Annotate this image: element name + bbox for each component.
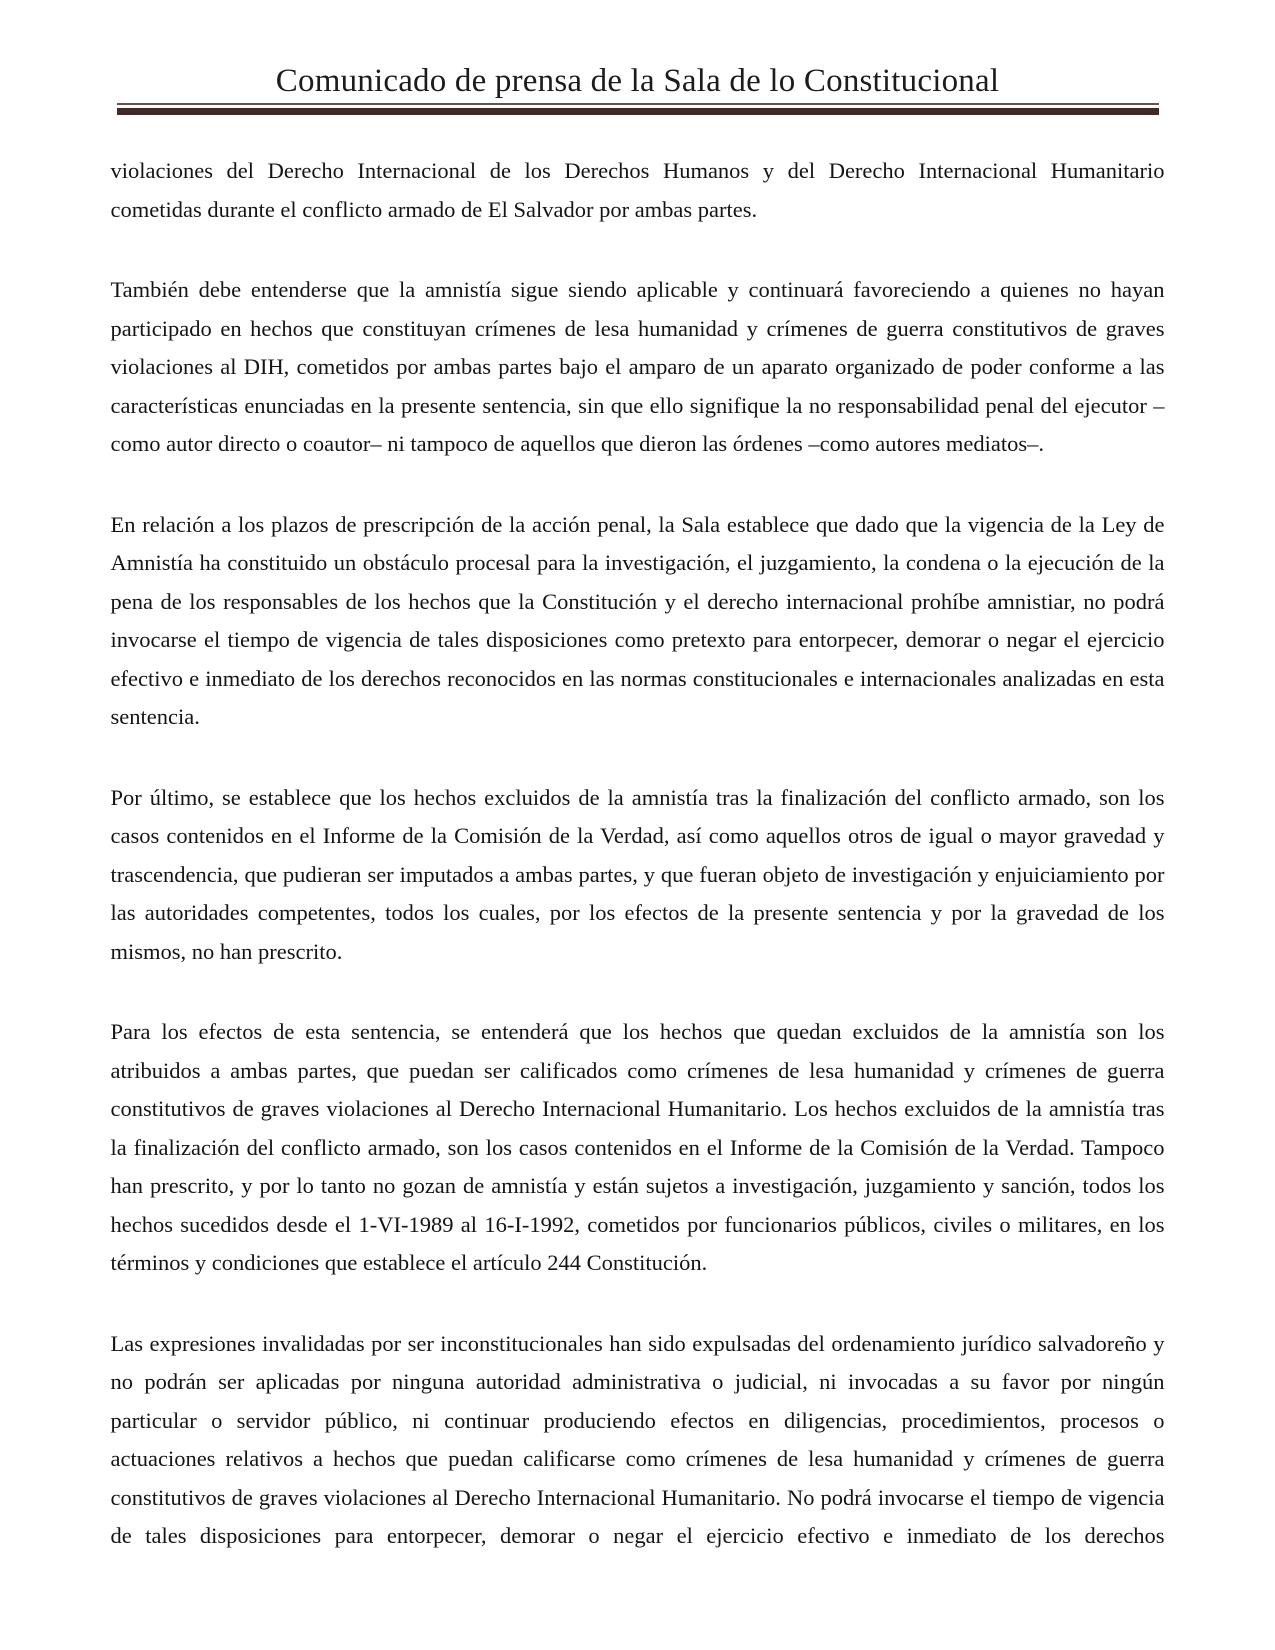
paragraph-prescription-periods: En relación a los plazos de prescripción de la acción penal, la Sala establece que dado que la vigencia de la Ley de Amnistía ha constituido un obstáculo procesal para la investigación, el juzgamiento, la condena o la ejecución de la pena de los responsables de los hechos que la Constitución y el derecho internacional prohíbe amnistiar, no podrá invocarse el tiempo de vigencia de tales disposiciones como pretexto para entorpecer, demorar o negar el ejercicio efectivo e inmediato de los derechos reconocidos en las normas constitucionales e internacionales analizadas en esta sentencia.	[110, 511, 1165, 729]
document-body	[111, 152, 1165, 1556]
paragraph-violations-summary: violaciones del Derecho Internacional de los Derechos Humanos y del Derecho Internacional Humanitario cometidas durante el conflicto armado de El Salvador por ambas partes.	[110, 158, 1165, 222]
paragraph-amnesty-applicability: También debe entenderse que la amnistía sigue siendo aplicable y continuará favoreciendo a quienes no hayan participado en hechos que constituyan crímenes de lesa humanidad y crímenes de guerra constitutivos de graves violaciones al DIH, cometidos por ambas partes bajo el amparo de un aparato organizado de poder conforme a las características enunciadas en la presente sentencia, sin que ello signifique la no responsabilidad penal del ejecutor –como autor directo o coautor– ni tampoco de aquellos que dieron las órdenes –como autores mediatos–.	[110, 277, 1165, 456]
paragraph-sentence-effects: Para los efectos de esta sentencia, se entenderá que los hechos que quedan excluidos de la amnistía son los atribuidos a ambas partes, que puedan ser calificados como crímenes de lesa humanidad y crímenes de guerra constitutivos de graves violaciones al Derecho Internacional Humanitario. Los hechos excluidos de la amnistía tras la finalización del conflicto armado, son los casos contenidos en el Informe de la Comisión de la Verdad. Tampoco han prescrito, y por lo tanto no gozan de amnistía y están sujetos a investigación, juzgamiento y sanción, todos los hechos sucedidos desde el 1-VI-1989 al 16-I-1992, cometidos por funcionarios públicos, civiles o militares, en los términos y condiciones que establece el artículo 244 Constitución.	[110, 1019, 1165, 1275]
paragraph-excluded-facts: Por último, se establece que los hechos excluidos de la amnistía tras la finalización del conflicto armado, son los casos contenidos en el Informe de la Comisión de la Verdad, así como aquellos otros de igual o mayor gravedad y trascendencia, que pudieran ser imputados a ambas partes, y que fueran objeto de investigación y enjuiciamiento por las autoridades competentes, todos los cuales, por los efectos de la presente sentencia y por la gravedad de los mismos, no han prescrito.	[110, 784, 1165, 964]
paragraph-invalidated-expressions: Las expresiones invalidadas por ser inconstitucionales han sido expulsadas del ordenamiento jurídico salvadoreño y no podrán ser aplicadas por ninguna autoridad administrativa o judicial, ni invocadas a su favor por ningún particular o servidor público, ni continuar produciendo efectos en diligencias, procedimientos, procesos o actuaciones relativos a hechos que puedan calificarse como crímenes de lesa humanidad y crímenes de guerra constitutivos de graves violaciones al Derecho Internacional Humanitario. No podrá invocarse el tiempo de vigencia de tales disposiciones para entorpecer, demorar o negar el ejercicio efectivo e inmediato de los derechos	[110, 1330, 1165, 1548]
title-divider	[117, 103, 1159, 115]
title-rule-thick	[117, 108, 1159, 115]
page-title: Comunicado de prensa de la Sala de lo Constitucional	[275, 63, 1000, 99]
